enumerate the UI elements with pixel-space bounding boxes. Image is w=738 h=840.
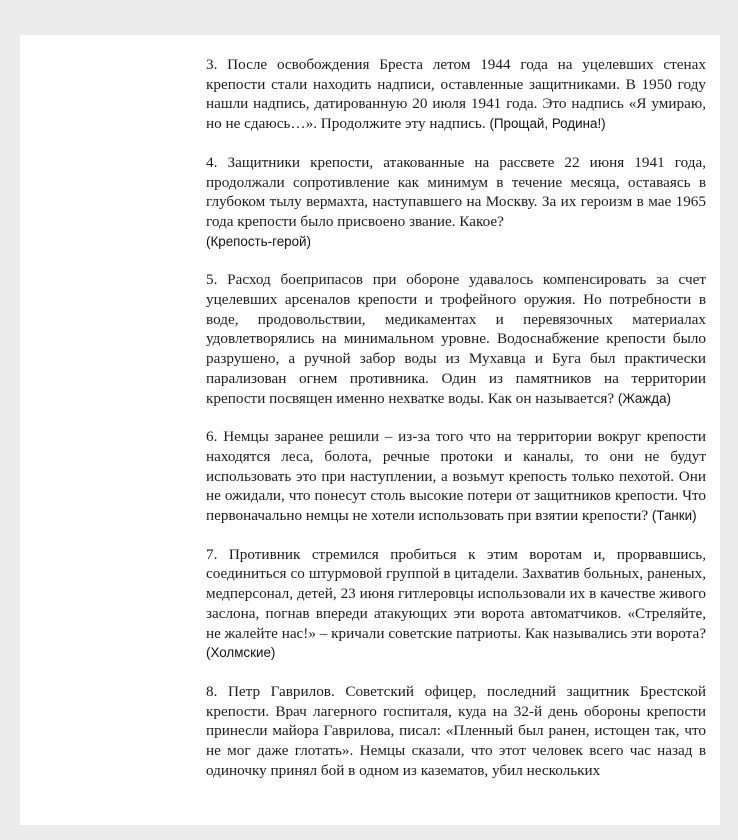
- question-text: Расход боеприпасов при обороне удавалось компенсировать за счет уцелевших арсеналов крепости и трофейного оружия. Но потребности в воде, продовольствии, медикаментах и перевязочных материалах удовлетворялись на минимальном уровне. Водоснабжение крепости было разрушено, а ручной забор воды из Мухавца и Буга был практически парализован огнем противника. Один из памятников на территории крепости посвящен именно нехватке воды. Как он называется?: [206, 271, 706, 407]
- question-answer: (Крепость-герой): [206, 233, 311, 249]
- question-text: Немцы заранее решили – из-за того что на территории вокруг крепости находятся леса, болота, речные протоки и каналы, то они не будут использовать это при наступлении, а возьмут крепость только пехотой. Они не ожидали, что понесут столь высокие потери от защитников крепости. Что первоначально немцы не хотели использовать при взятии крепости?: [206, 428, 706, 525]
- question-answer: (Танки): [651, 508, 697, 524]
- document-page: [20, 35, 720, 825]
- question-answer: (Холмские): [206, 645, 276, 661]
- question-text: Защитники крепости, атакованные на рассвете 22 июня 1941 года, продолжали сопротивление как минимум в течение месяца, оставаясь в глубоком тылу вермахта, наступавшего на Москву. За их героизм в мае 1965 года крепости было присвоено звание. Какое?: [206, 153, 707, 230]
- question-text: Петр Гаврилов. Советский офицер, последний защитник Брестской крепости. Врач лагерного госпиталя, куда на 32-й день обороны крепости принесли майора Гаврилова, писал: «Пленный был ранен, истощен так, что не мог даже глотать». Немцы сказали, что этот человек всего час назад в одиночку принял бой в одном из казематов, убил нескольких: [206, 682, 707, 779]
- question-number: 7.: [206, 545, 218, 563]
- question-number: 3.: [206, 56, 218, 73]
- question-5: [206, 270, 706, 408]
- quiz-questions: [206, 55, 706, 781]
- question-6: [206, 427, 706, 526]
- question-4: [206, 153, 706, 252]
- question-text: Противник стремился пробиться к этим воротам и, прорвавшись, соединиться со штурмовой группой в цитадели. Захватив больных, раненых, медперсонал, детей, 23 июня гитлеровцы использовали их в качестве живого заслона, погнав впереди атакующих эти ворота автоматчиков. «Стреляйте, не жалейте нас!» – кричали советские патриоты. Как назывались эти ворота?: [206, 545, 706, 642]
- question-number: 4.: [206, 153, 218, 171]
- question-8: [206, 682, 706, 781]
- question-7: [206, 545, 706, 663]
- question-number: 6.: [206, 428, 218, 446]
- question-number: 5.: [206, 271, 218, 289]
- question-text: После освобождения Бреста летом 1944 года на уцелевших стенах крепости стали находить надписи, оставленные защитниками. В 1950 году нашли надпись, датированную 20 июля 1941 года. Это надпись «Я умираю, но не сдаюсь…». Продолжите эту надпись.: [206, 56, 706, 133]
- question-3: [206, 55, 706, 134]
- question-answer: (Жажда): [617, 390, 671, 406]
- question-answer: (Прощай, Родина!): [489, 116, 606, 132]
- question-number: 8.: [206, 682, 218, 700]
